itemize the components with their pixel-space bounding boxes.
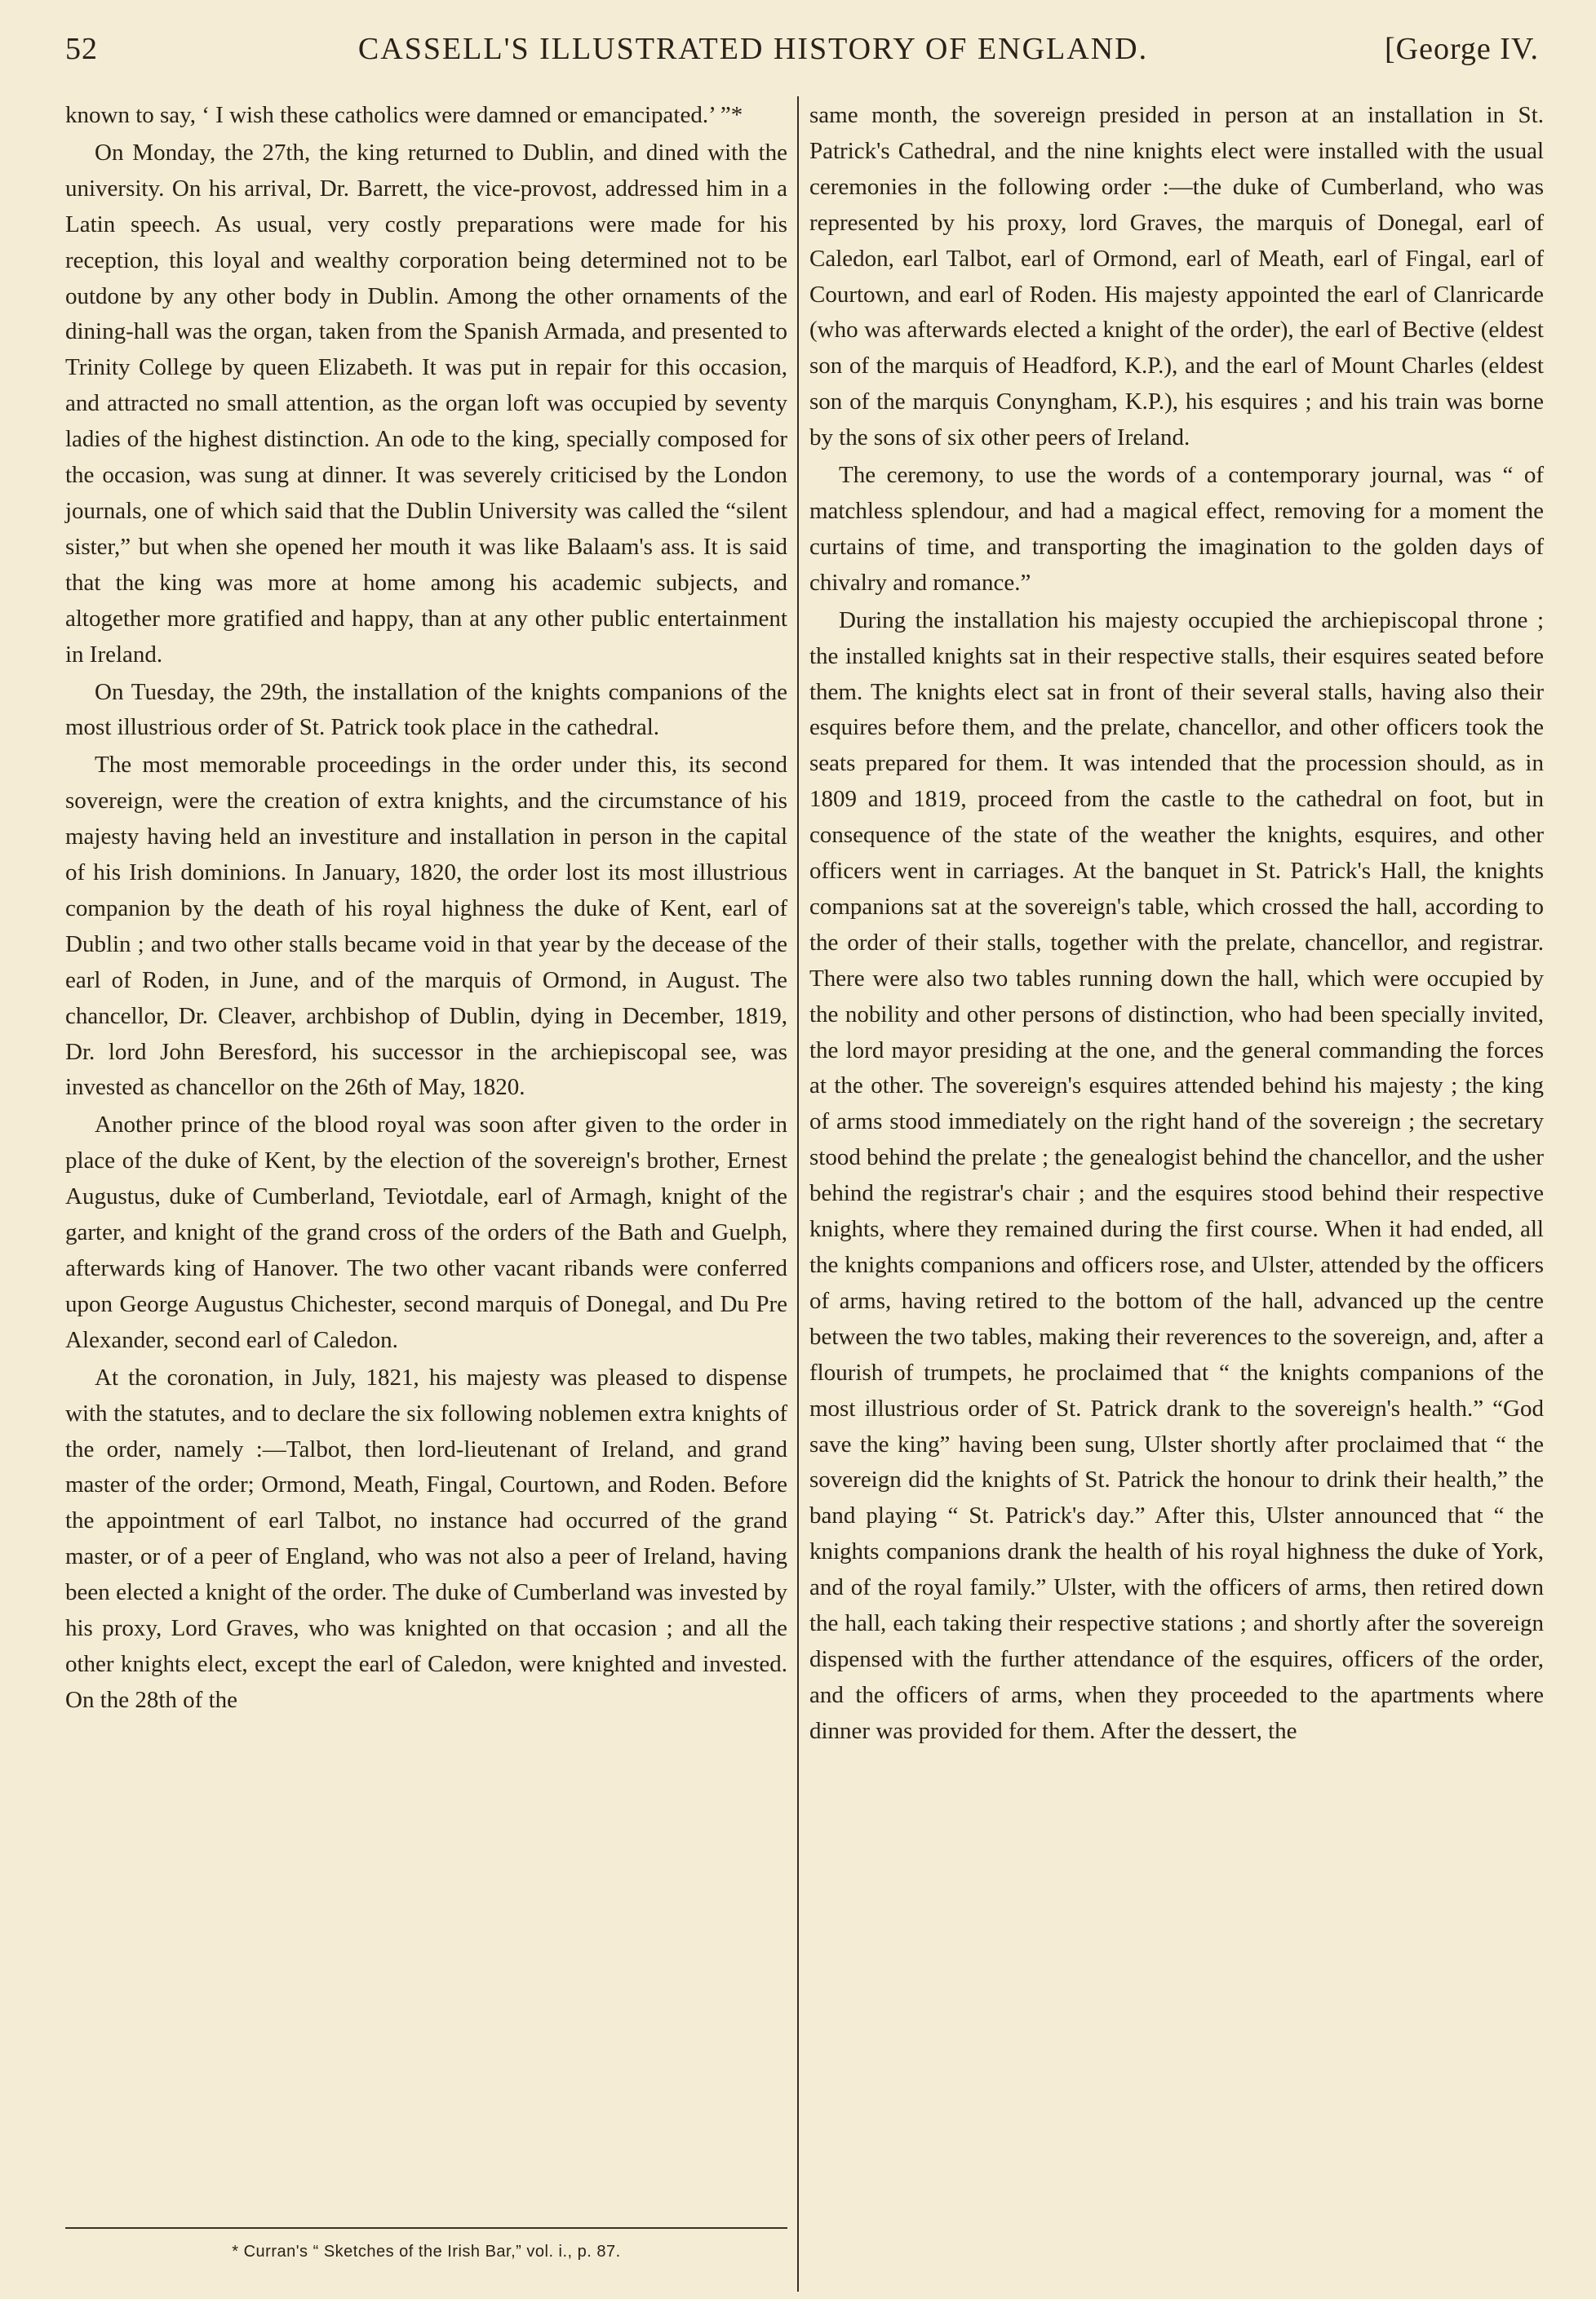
right-column xyxy=(809,98,1544,2293)
paragraph: On Monday, the 27th, the king returned to Dublin, and dined with the university. On his arrival, Dr. Barrett, the vice-provost, addressed him in a Latin speech. As usual, very costly preparations were made for his reception, this loyal and wealthy corporation being determined not to be outdone by any other body in Dublin. Among the other ornaments of the dining-hall was the organ, taken from the Spanish Armada, and presented to Trinity College by queen Elizabeth. It was put in repair for this occasion, and attracted no small attention, as the organ loft was occupied by seventy ladies of the highest distinction. An ode to the king, specially composed for the occasion, was sung at dinner. It was severely criticised by the London journals, one of which said that the Dublin University was called the “silent sister,” but when she opened her mouth it was like Balaam's ass. It is said that the king was more at home among his academic subjects, and altogether more gratified and happy, than at any other public entertainment in Ireland. xyxy=(65,139,787,668)
paragraph: At the coronation, in July, 1821, his majesty was pleased to dispense with the statutes, and to declare the six following noblemen extra knights of the order, namely :—Talbot, then lord-lieutenant of Ireland, and grand master of the order; Ormond, Meath, Fingal, Courtown, and Roden. Before the appointment of earl Talbot, no instance had occurred of the grand master, or of a peer of England, who was not also a peer of Ireland, having been elected a knight of the order. The duke of Cumberland was invested by his proxy, Lord Graves, who was knighted on that occasion ; and all the other knights elect, except the earl of Caledon, were knighted and invested. On the 28th of the xyxy=(65,1364,787,1713)
footnote: * Curran's “ Sketches of the Irish Bar,” vol. i., p. 87. xyxy=(232,2243,621,2261)
paragraph: On Tuesday, the 29th, the installation of the knights companions of the most illustrious order of St. Patrick took place in the cathedral. xyxy=(65,678,787,741)
paragraph: Another prince of the blood royal was soon after given to the order in place of the duke of Kent, by the election of the sovereign's brother, Ernest Augustus, duke of Cumberland, Teviotdale, earl of Armagh, knight of the garter, and knight of the grand cross of the orders of the Bath and Guelph, afterwards king of Hanover. The two other vacant ribands were conferred upon George Augustus Chichester, second marquis of Donegal, and Du Pre Alexander, second earl of Caledon. xyxy=(65,1112,787,1353)
paragraph: same month, the sovereign presided in person at an installation in St. Patrick's Cathedral, and the nine knights elect were installed with the usual ceremonies in the following order :—the duke of Cumberland, who was represented by his proxy, lord Graves, the marquis of Donegal, earl of Caledon, earl Talbot, earl of Ormond, earl of Meath, earl of Fingal, earl of Courtown, and earl of Roden. His majesty appointed the earl of Clanricarde (who was afterwards elected a knight of the order), the earl of Bective (eldest son of the marquis of Headford, K.P.), and the earl of Mount Charles (eldest son of the marquis Conyngham, K.P.), his esquires ; and his train was borne by the sons of six other peers of Ireland. xyxy=(809,102,1544,451)
column-divider xyxy=(797,96,799,2292)
paragraph: The ceremony, to use the words of a contemporary journal, was “ of matchless splendour, and had a magical effect, removing for a moment the curtains of time, and transporting the imagination to the golden days of chivalry and romance.” xyxy=(809,462,1544,596)
paragraph: known to say, ‘ I wish these catholics were damned or emancipated.’ ”* xyxy=(65,102,743,128)
reign-label: [George IV. xyxy=(1385,32,1539,66)
page-number: 52 xyxy=(65,32,98,66)
running-head xyxy=(65,26,1539,72)
paragraph: The most memorable proceedings in the order under this, its second sovereign, were the creation of extra knights, and the circumstance of his majesty having held an investiture and installation in person in the capital of his Irish dominions. In January, 1820, the order lost its most illustrious companion by the death of his royal highness the duke of Kent, earl of Dublin ; and two other stalls became void in that year by the decease of the earl of Roden, in June, and of the marquis of Ormond, in August. The chancellor, Dr. Cleaver, archbishop of Dublin, dying in December, 1819, Dr. lord John Beresford, his successor in the archiepiscopal see, was invested as chancellor on the 26th of May, 1820. xyxy=(65,752,787,1101)
book-title: CASSELL'S ILLUSTRATED HISTORY OF ENGLAND. xyxy=(357,32,1149,66)
left-column xyxy=(65,98,787,2138)
footnote-rule xyxy=(65,2227,787,2229)
paragraph: During the installation his majesty occupied the archiepiscopal throne ; the installed knights sat in their respective stalls, their esquires seated before them. The knights elect sat in front of their several stalls, having also their esquires before them, and the prelate, chancellor, and other officers took the seats prepared for them. It was intended that the procession should, as in 1809 and 1819, proceed from the castle to the cathedral on foot, but in consequence of the state of the weather the knights, esquires, and other officers went in carriages. At the banquet in St. Patrick's Hall, the knights companions sat at the sovereign's table, which crossed the hall, according to the order of their stalls, together with the prelate, chancellor, and registrar. There were also two tables running down the hall, which were occupied by the nobility and other persons of distinction, who had been specially invited, the lord mayor presiding at the one, and the general commanding the forces at the other. The sovereign's esquires attended behind his majesty ; the king of arms stood immediately on the right hand of the sovereign ; the secretary stood behind the prelate ; the genealogist behind the chancellor, and the usher behind the registrar's chair ; and the esquires stood behind their respective knights, where they remained during the first course. When it had ended, all the knights companions and officers rose, and Ulster, attended by the officers of arms, having retired to the bottom of the hall, advanced up the centre between the two tables, making their reverences to the sovereign, and, after a flourish of trumpets, he proclaimed that “ the knights companions of the most illustrious order of St. Patrick drank to the sovereign's health.” “God save the king” having been sung, Ulster shortly after proclaimed that “ the sovereign did the knights of St. Patrick the honour to drink their health,” the band playing “ St. Patrick's day.” After this, Ulster announced that “ the knights companions drank the health of his royal highness the duke of York, and of the royal family.” Ulster, with the officers of arms, then retired down the hall, each taking their respective stations ; and shortly after the sovereign dispensed with the further attendance of the esquires, officers of the order, and the officers of arms, when they proceeded to the apartments where dinner was provided for them. After the dessert, the xyxy=(809,606,1544,1744)
